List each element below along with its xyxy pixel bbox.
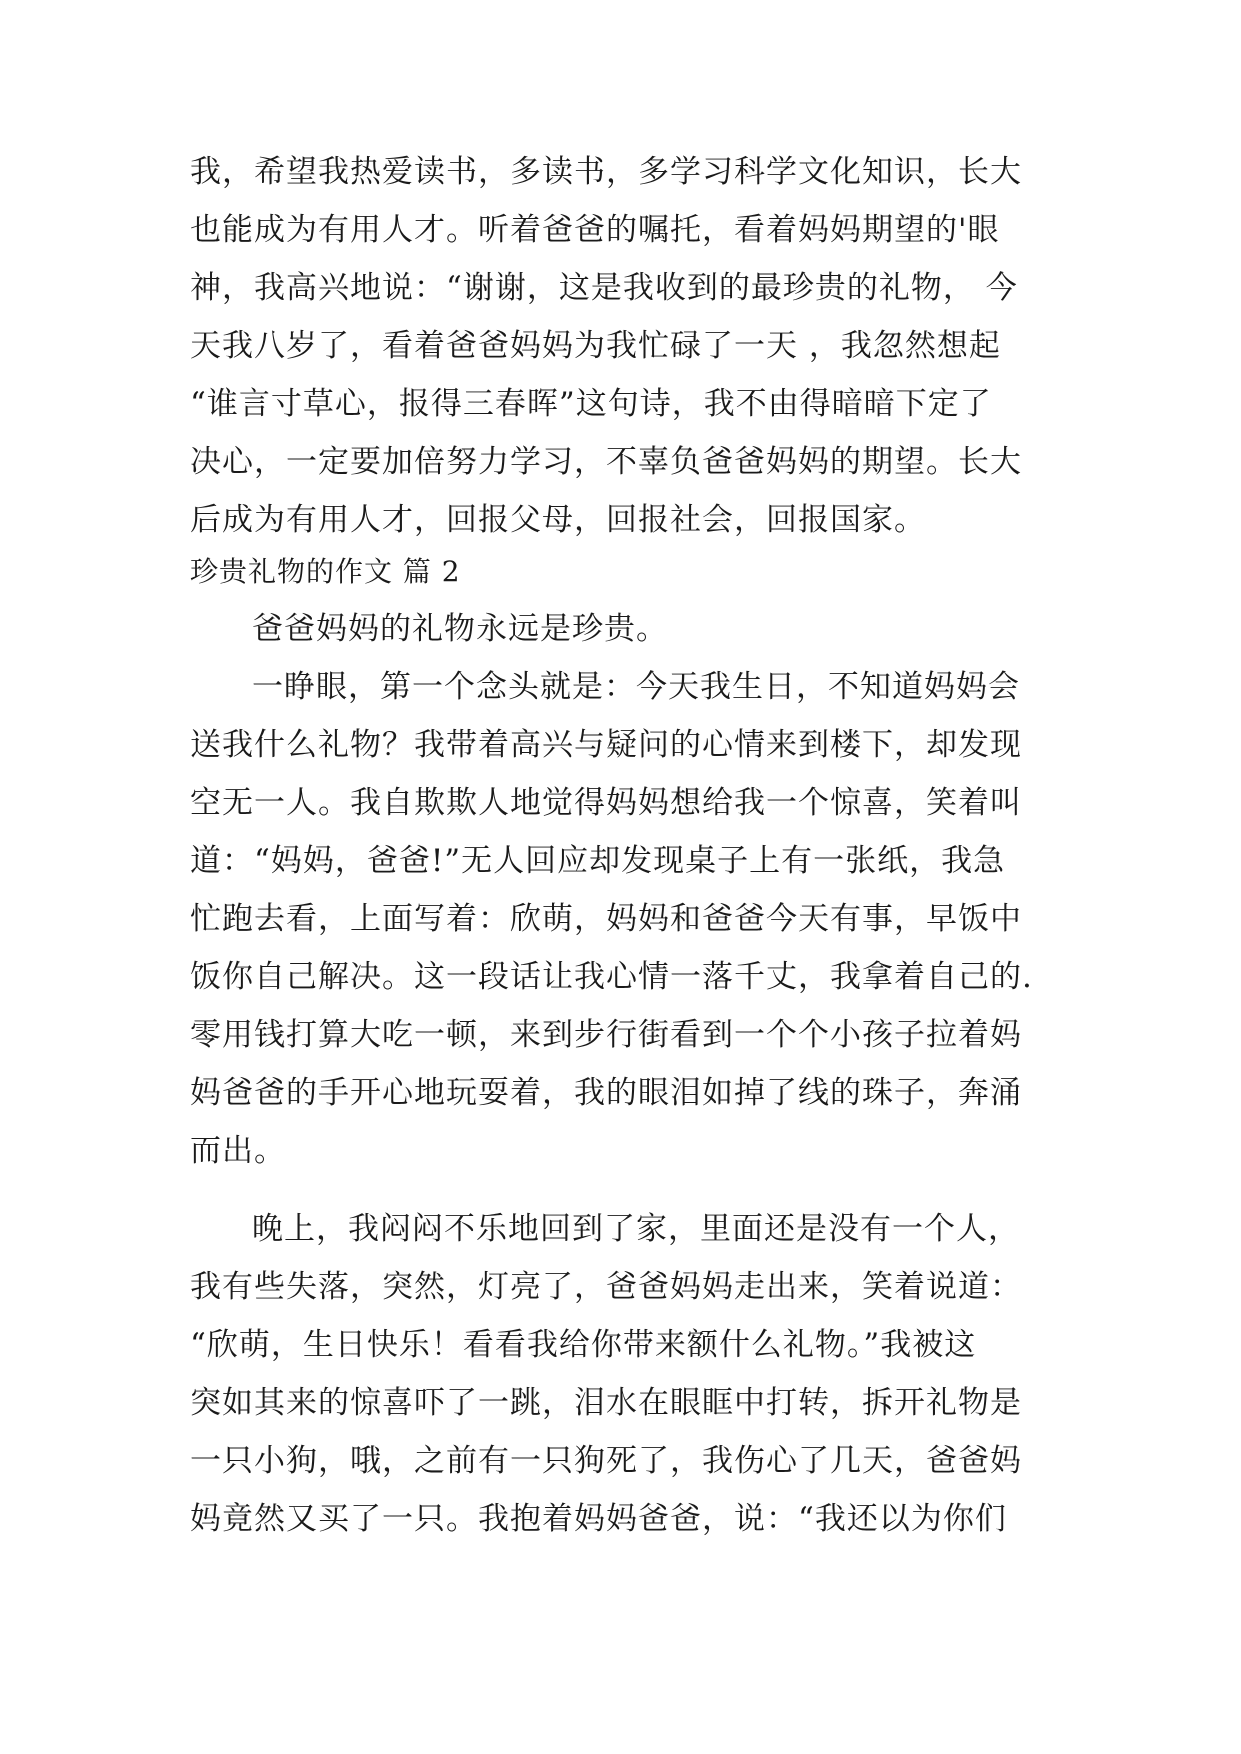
text-line: 我，希望我热爱读书，多读书，多学习科学文化知识，长大 xyxy=(190,154,1022,190)
paragraph-line: 一睁眼，第一个念头就是：今天我生日，不知道妈妈会 xyxy=(252,669,1020,705)
text-line: 道：“妈妈，爸爸!”无人回应却发现桌子上有一张纸，我急 xyxy=(190,843,1006,879)
text-line: 决心，一定要加倍努力学习，不辜负爸爸妈妈的期望。长大 xyxy=(190,444,1022,480)
paragraph-line: 爸爸妈妈的礼物永远是珍贵。 xyxy=(252,611,668,647)
section-heading: 珍贵礼物的作文 篇 2 xyxy=(190,555,461,588)
text-line: 零用钱打算大吃一顿，来到步行街看到一个个小孩子拉着妈 xyxy=(190,1017,1022,1053)
text-line: 一只小狗，哦，之前有一只狗死了，我伤心了几天，爸爸妈 xyxy=(190,1443,1022,1479)
paragraph-line: 晚上，我闷闷不乐地回到了家，里面还是没有一个人， xyxy=(252,1211,1020,1247)
text-line: 饭你自己解决。这一段话让我心情一落千丈，我拿着自己的. xyxy=(190,959,1033,995)
text-line: 而出。 xyxy=(190,1133,286,1169)
text-line: “谁言寸草心，报得三春晖”这句诗，我不由得暗暗下定了 xyxy=(190,386,992,422)
text-line: 送我什么礼物？我带着高兴与疑问的心情来到楼下，却发现 xyxy=(190,727,1022,763)
text-line: 妈竟然又买了一只。我抱着妈妈爸爸，说：“我还以为你们 xyxy=(190,1501,1007,1537)
text-line: 也能成为有用人才。听着爸爸的嘱托，看着妈妈期望的'眼 xyxy=(190,212,1000,248)
text-line: 突如其来的惊喜吓了一跳，泪水在眼眶中打转，拆开礼物是 xyxy=(190,1385,1022,1421)
text-line: 我有些失落，突然，灯亮了，爸爸妈妈走出来，笑着说道： xyxy=(190,1269,1022,1305)
text-line: 天我八岁了，看着爸爸妈妈为我忙碌了一天 ，我忽然想起 xyxy=(190,328,1001,364)
text-line: 神，我高兴地说：“谢谢，这是我收到的最珍贵的礼物， 今 xyxy=(190,270,1018,306)
text-line: 空无一人。我自欺欺人地觉得妈妈想给我一个惊喜，笑着叫 xyxy=(190,785,1022,821)
text-line: 忙跑去看，上面写着：欣萌，妈妈和爸爸今天有事，早饭中 xyxy=(190,901,1022,937)
text-line: “欣萌，生日快乐！看看我给你带来额什么礼物。”我被这 xyxy=(190,1327,977,1363)
text-line: 后成为有用人才，回报父母，回报社会，回报国家。 xyxy=(190,502,926,538)
text-line: 妈爸爸的手开心地玩耍着，我的眼泪如掉了线的珠子，奔涌 xyxy=(190,1075,1022,1111)
